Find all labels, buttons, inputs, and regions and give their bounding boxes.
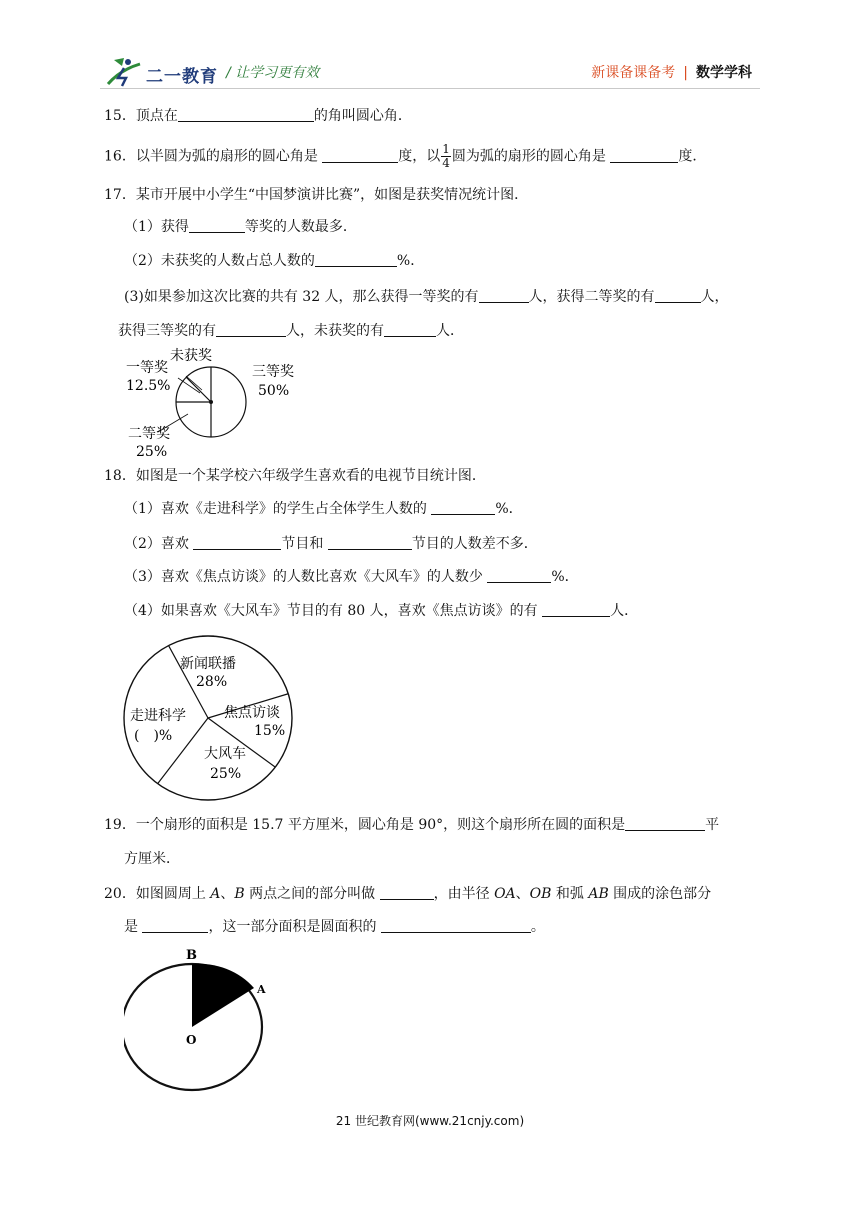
award-pie-chart xyxy=(118,344,318,460)
q17-p3-pre: (3)如果参加这次比赛的共有 32 人，那么获得一等奖的有 xyxy=(124,289,479,305)
label-point-o: O xyxy=(186,1033,197,1047)
q16-blank-2[interactable] xyxy=(610,148,678,163)
q17-p3b-blank-1[interactable] xyxy=(216,322,286,337)
label-point-b: B xyxy=(186,948,197,963)
q17-p2-blank[interactable] xyxy=(315,252,397,267)
value-news: 28% xyxy=(196,674,228,690)
q16-text-pre: 以半圆为弧的扇形的圆心角是 xyxy=(135,148,323,165)
leader-line-none xyxy=(186,376,202,390)
q17-p2-pre: （2）未获奖的人数占总人数的 xyxy=(124,253,315,269)
fraction-numerator: 1 xyxy=(442,142,450,156)
value-first-prize: 12.5% xyxy=(126,378,171,394)
q15-number: 15． xyxy=(104,108,136,124)
logo-icon xyxy=(104,54,146,90)
q20-blank-3[interactable] xyxy=(381,918,531,933)
question-16 xyxy=(104,143,706,170)
q16-fraction xyxy=(441,143,451,170)
sector-diagram xyxy=(124,942,274,1092)
q17-part-3 xyxy=(124,287,729,307)
q18-part-3 xyxy=(124,567,579,587)
q17-p3b-post: 人． xyxy=(436,323,464,339)
q20-l2-pre: 是 xyxy=(124,919,143,935)
q18-p2-blank-1[interactable] xyxy=(193,535,281,550)
q18-part-1 xyxy=(124,499,523,519)
header-separator: | xyxy=(683,65,688,81)
q18-part-2 xyxy=(124,534,538,554)
q20-number: 20． xyxy=(104,886,136,902)
page-footer: 21 世纪教育网(www.21cnjy.com) xyxy=(335,1114,525,1128)
q18-p2-mid: 节目和 xyxy=(281,536,328,552)
q20-blank-1[interactable] xyxy=(380,885,434,900)
value-third-prize: 50% xyxy=(258,383,290,399)
shaded-sector xyxy=(192,964,254,1027)
q18-p1-pre: （1）喜欢《走进科学》的学生占全体学生人数的 xyxy=(124,501,432,517)
question-19 xyxy=(104,815,719,835)
q17-p3-blank-1[interactable] xyxy=(479,288,529,303)
q19-text-pre: 一个扇形的面积是 15.7 平方厘米，圆心角是 90°，则这个扇形所在圆的面积是 xyxy=(135,817,626,833)
fraction-denominator: 4 xyxy=(442,156,450,170)
label-science: 走进科学 xyxy=(130,708,186,724)
q18-p3-blank[interactable] xyxy=(487,568,551,583)
q20-t6: 和弧 xyxy=(551,886,589,902)
question-15 xyxy=(104,106,412,126)
logo-text: 二一教育 xyxy=(146,67,218,87)
q19-number: 19． xyxy=(104,817,136,833)
label-focus: 焦点访谈 xyxy=(224,705,280,721)
q17-p1-blank[interactable] xyxy=(189,218,245,233)
q19-blank[interactable] xyxy=(625,816,705,831)
q18-p1-post: %． xyxy=(495,501,523,517)
q18-p4-blank[interactable] xyxy=(542,602,610,617)
q18-p4-pre: （4）如果喜欢《大风车》节目的有 80 人，喜欢《焦点访谈》的有 xyxy=(124,603,543,619)
q15-text-post: 的角叫圆心角． xyxy=(313,108,412,124)
q17-p2-post: %． xyxy=(396,253,425,269)
q20-blank-2[interactable] xyxy=(142,918,208,933)
q17-p1-post: 等奖的人数最多． xyxy=(244,219,357,235)
q15-text-pre: 顶点在 xyxy=(135,108,178,124)
q17-part-1 xyxy=(124,217,357,237)
q20-t7: 围成的涂色部分 xyxy=(608,886,712,902)
label-news: 新闻联播 xyxy=(180,656,236,672)
q17-part-3b xyxy=(118,321,464,341)
q20-l2-mid: ，这一部分面积是圆面积的 xyxy=(208,919,381,935)
q20-point-a: A xyxy=(210,886,221,902)
q18-p2-blank-2[interactable] xyxy=(328,535,412,550)
q18-p1-blank[interactable] xyxy=(431,500,495,515)
pie-center xyxy=(209,400,213,404)
q20-t5: 、 xyxy=(515,886,530,902)
q16-blank-1[interactable] xyxy=(322,148,398,163)
header-subject-label: 数学学科 xyxy=(696,65,752,81)
q20-l2-post: 。 xyxy=(530,919,545,935)
value-windmill: 25% xyxy=(210,766,242,782)
q20-radius-oa: OA xyxy=(494,886,516,902)
q20-point-b: B xyxy=(234,886,245,902)
q16-text-mid2: 圆为弧的扇形的圆心角是 xyxy=(451,148,611,165)
q19-line-2: 方厘米． xyxy=(124,851,180,867)
q17-part-2 xyxy=(124,251,424,271)
value-science: ( )% xyxy=(134,728,173,744)
header-subject xyxy=(591,62,752,82)
header-divider xyxy=(100,88,760,89)
q18-p3-post: %． xyxy=(551,569,579,585)
page-header xyxy=(0,0,860,100)
label-first-prize: 一等奖 xyxy=(126,360,168,376)
q17-p3-mid1: 人，获得二等奖的有 xyxy=(528,289,655,305)
q18-p4-post: 人． xyxy=(610,603,639,619)
q17-stem: 17．某市开展中小学生“中国梦演讲比赛”，如图是获奖情况统计图． xyxy=(104,187,529,203)
q18-stem: 18．如图是一个某学校六年级学生喜欢看的电视节目统计图． xyxy=(104,468,486,484)
q18-p2-pre: （2）喜欢 xyxy=(124,536,194,552)
header-course-label: 新课备课备考 xyxy=(591,65,676,81)
q17-p3b-mid: 人，未获奖的有 xyxy=(286,323,384,339)
q20-arc-ab: AB xyxy=(588,886,609,902)
q20-t1: 如图圆周上 xyxy=(135,886,211,902)
q16-number: 16． xyxy=(104,148,136,165)
label-third-prize: 三等奖 xyxy=(252,364,294,380)
q17-p3b-blank-2[interactable] xyxy=(384,322,436,337)
q17-p3-mid2: 人， xyxy=(700,289,729,305)
q20-line-2 xyxy=(124,917,545,937)
q16-text-post: 度． xyxy=(678,148,707,165)
pie-slice-boundary xyxy=(186,377,211,402)
q20-t2: 、 xyxy=(220,886,235,902)
q18-p3-pre: （3）喜欢《焦点访谈》的人数比喜欢《大风车》的人数少 xyxy=(124,569,488,585)
question-20 xyxy=(104,884,711,904)
tv-program-pie-chart xyxy=(118,632,300,804)
value-focus: 15% xyxy=(254,723,286,739)
label-point-a: A xyxy=(257,983,266,996)
q16-text-mid: 度，以 xyxy=(398,148,441,165)
q17-p3b-pre: 获得三等奖的有 xyxy=(118,323,216,339)
label-no-award: 未获奖 xyxy=(170,348,212,364)
q18-part-4 xyxy=(124,601,638,621)
header-slogan: / 让学习更有效 xyxy=(226,65,320,81)
q17-p1-pre: （1）获得 xyxy=(124,219,189,235)
q20-t4: ，由半径 xyxy=(433,886,495,902)
q20-radius-ob: OB xyxy=(529,886,552,902)
q17-p3-blank-2[interactable] xyxy=(655,288,701,303)
q15-blank[interactable] xyxy=(178,107,314,122)
q19-text-post: 平 xyxy=(705,817,720,833)
q18-p2-post: 节目的人数差不多． xyxy=(411,536,538,552)
label-windmill: 大风车 xyxy=(204,746,246,762)
value-second-prize: 25% xyxy=(136,444,168,460)
q20-t3: 两点之间的部分叫做 xyxy=(244,886,380,902)
label-second-prize: 二等奖 xyxy=(128,426,170,442)
